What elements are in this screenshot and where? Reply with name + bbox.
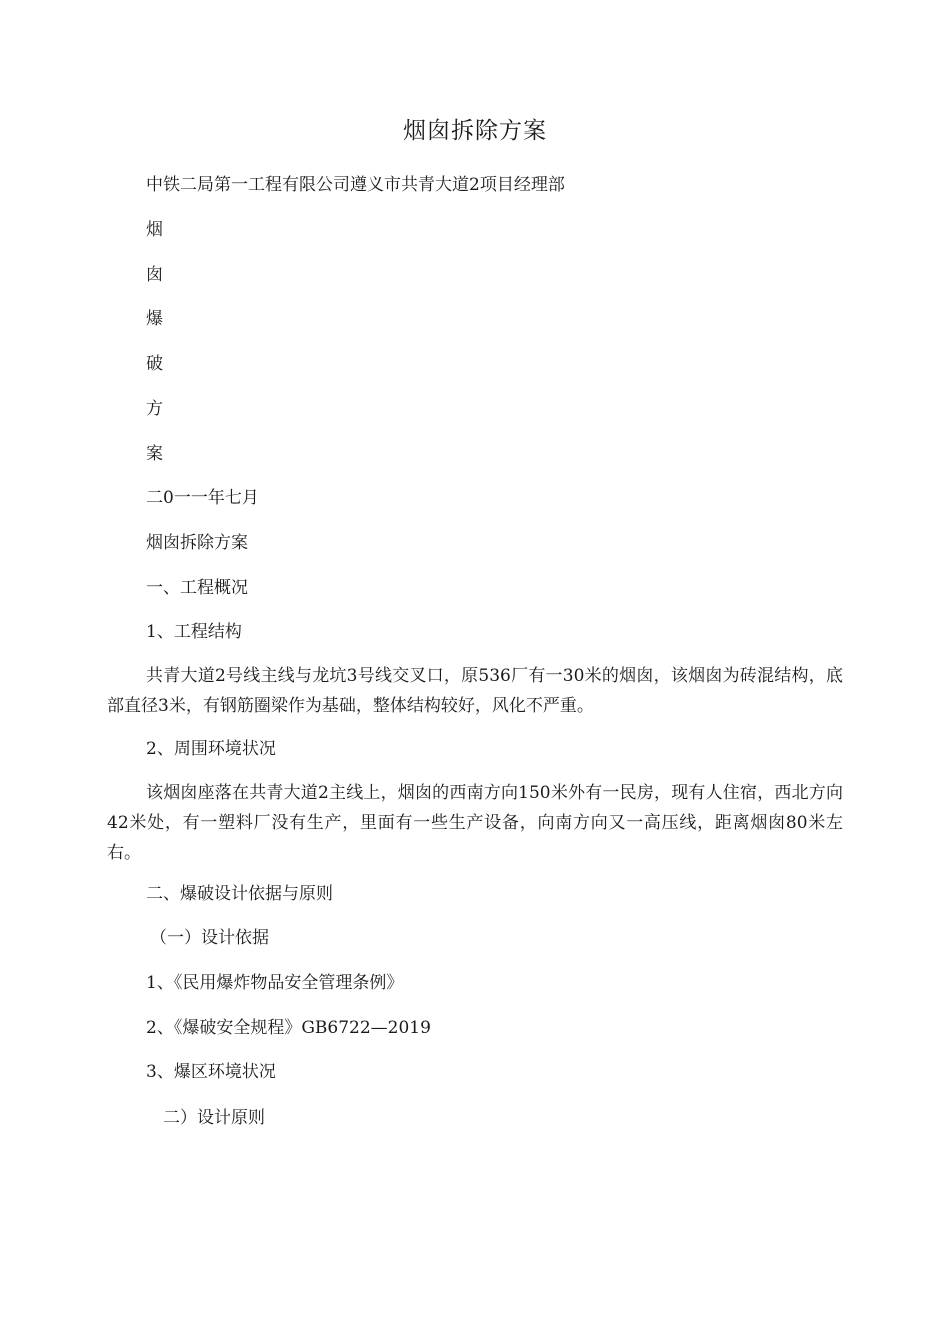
company-name: 中铁二局第一工程有限公司遵义市共青大道2项目经理部 — [146, 175, 565, 195]
vertical-title-char-1: 烟 — [146, 220, 163, 240]
basis-item-2: 2、《爆破安全规程》GB6722—2019 — [146, 1018, 431, 1038]
vertical-title-char-4: 破 — [146, 354, 163, 374]
principle-heading: 二）设计原则 — [163, 1108, 265, 1128]
basis-item-1: 1、《民用爆炸物品安全管理条例》 — [146, 973, 404, 993]
structure-heading: 1、工程结构 — [146, 622, 242, 642]
vertical-title-char-5: 方 — [146, 399, 163, 419]
document-title: 烟囱拆除方案 — [403, 118, 547, 144]
design-heading: 二、爆破设计依据与原则 — [146, 884, 333, 904]
environment-paragraph: 该烟囱座落在共青大道2主线上，烟囱的西南方向150米外有一民房，现有人住宿，西北方向42米处，有一塑料厂没有生产，里面有一些生产设备，向南方向又一高压线，距离烟囱80米左右。 — [107, 783, 843, 863]
vertical-title-char-6: 案 — [146, 444, 163, 464]
basis-item-3: 3、爆区环境状况 — [146, 1062, 276, 1082]
environment-heading: 2、周围环境状况 — [146, 739, 276, 759]
vertical-title-char-2: 囱 — [146, 265, 163, 285]
basis-heading: （一）设计依据 — [150, 928, 269, 948]
vertical-title-char-3: 爆 — [146, 309, 163, 329]
structure-paragraph: 共青大道2号线主线与龙坑3号线交叉口，原536厂有一30米的烟囱，该烟囱为砖混结构，底部直径3米，有钢筋圈梁作为基础，整体结构较好，风化不严重。 — [107, 666, 843, 716]
document-subtitle: 烟囱拆除方案 — [146, 533, 248, 553]
overview-heading: 一、工程概况 — [146, 578, 248, 598]
document-date: 二0一一年七月 — [146, 488, 259, 508]
